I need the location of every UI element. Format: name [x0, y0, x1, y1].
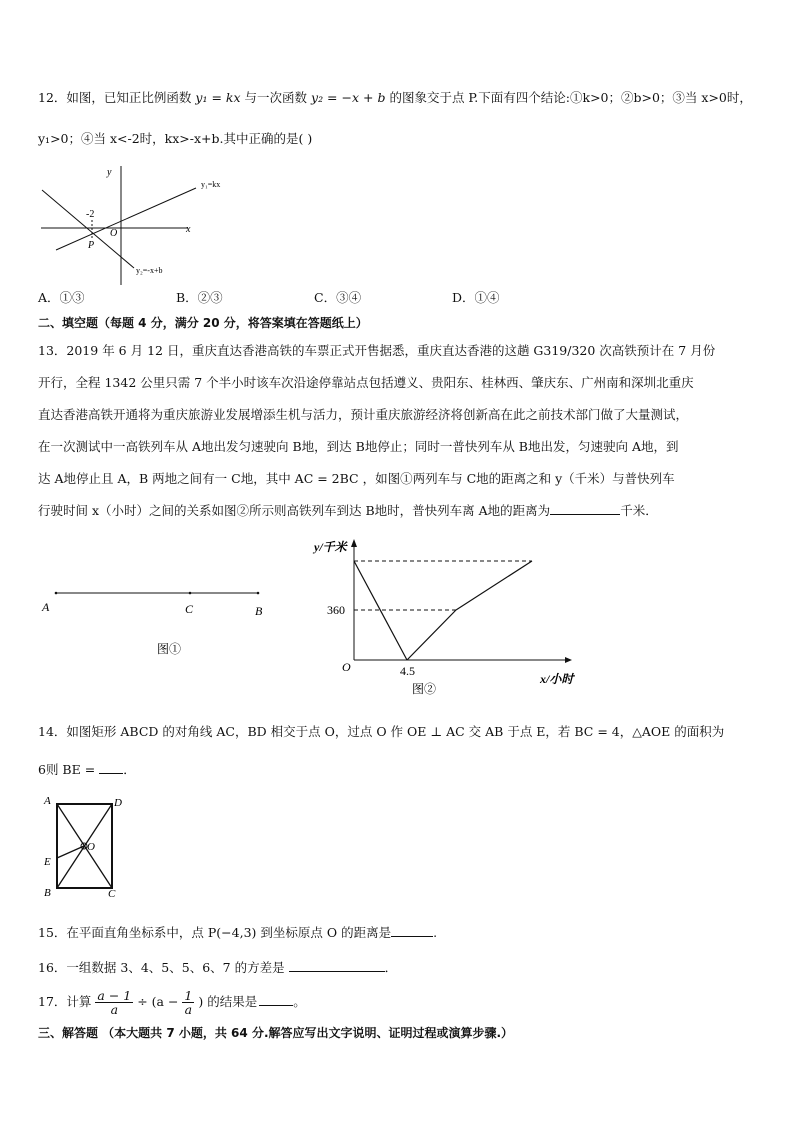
q13-line2: 开行，全程 1342 公里只需 7 个半小时该车次沿途停靠站点包括遵义、贵阳东、桂林西、肇庆东、广州南和深圳北重庆: [38, 375, 694, 390]
q13-figure-2-chart: [300, 533, 590, 698]
chart-y-label: y/千米: [314, 540, 347, 554]
q17-answer-blank[interactable]: [259, 991, 293, 1006]
q17-fraction-1: $\frac{a - 1}{a}$: [97, 988, 132, 1017]
q12-option-c[interactable]: C．③④: [314, 290, 362, 305]
q17-fraction-2: $\frac{1}{a}$: [184, 988, 193, 1017]
q14-answer-blank[interactable]: [99, 759, 123, 774]
chart-segment-rising-1: [407, 610, 456, 660]
q12-line1: 12．如图，已知正比例函数 y₁ = kx 与一次函数 y₂ = −x + b 的图象交于点 P.下面有四个结论:①k>0；②b>0；③当 x>0时，: [38, 90, 752, 105]
q16-line: 16．一组数据 3、4、5、5、6、7 的方差是 ．: [38, 957, 397, 977]
q12-point-p: P: [88, 240, 95, 251]
chart-tick-360: 360: [327, 603, 345, 617]
q13-line5: 达 A地停止且 A，B 两地之间有一 C地，其中 AC = 2BC ，如图①两列车与 C地的距离之和 y（千米）与普快列车: [38, 471, 675, 486]
q12-y2: y₂ = −x + b: [311, 90, 386, 105]
q12-tick: -2: [86, 209, 95, 220]
q12-line2: y₁>0；④当 x<-2时，kx>-x+b.其中正确的是( ): [38, 131, 313, 146]
chart-y-arrow: [351, 539, 357, 547]
q16-answer-blank[interactable]: [289, 957, 385, 972]
q13-fig1-b: B: [255, 604, 263, 618]
section-2-heading: 二、填空题（每题 4 分，满分 20 分，将答案填在答题纸上）: [38, 316, 368, 330]
q14-line2: 6则 BE = ．: [38, 759, 136, 779]
chart-x-arrow: [565, 657, 572, 663]
q15-line: 15．在平面直角坐标系中，点 P(−4,3) 到坐标原点 O 的距离是 .: [38, 922, 437, 942]
q12-y-label: y: [107, 167, 112, 178]
q17-line: 17．计算 $\frac{a - 1}{a}$ ÷ (a − $\frac{1}{a}$ ) 的结果是 。: [38, 988, 306, 1017]
q14-line1: 14．如图矩形 ABCD 的对角线 AC，BD 相交于点 O，过点 O 作 OE ⊥ AC 交 AB 于点 E，若 BC = 4，△AOE 的面积为: [38, 724, 725, 739]
q13-line1: 13．2019 年 6 月 12 日，重庆直达香港高铁的车票正式开售据悉，重庆直达香港的这趟 G319/320 次高铁预计在 7 月份: [38, 343, 716, 358]
q12-line2-label: y₂=-x+b: [136, 266, 163, 275]
q12-option-d[interactable]: D．①④: [452, 290, 500, 305]
q15-answer-blank[interactable]: [391, 922, 433, 937]
q12-y1: y₁ = kx: [195, 90, 241, 105]
q12-origin: O: [110, 228, 118, 239]
chart-segment-rising-2: [456, 561, 532, 610]
q12-graph: [36, 160, 221, 290]
q12-x-label: x: [186, 224, 191, 235]
chart-caption: 图②: [412, 682, 437, 696]
q13-line4: 在一次测试中一高铁列车从 A地出发匀速驶向 B地，到达 B地停止；同时一普快列车从 B地出发，匀速驶向 A地，到: [38, 439, 679, 454]
q12-option-b[interactable]: B．②③: [176, 290, 223, 305]
q13-figure-1: [36, 570, 276, 660]
q13-fig1-caption: 图①: [157, 642, 182, 656]
q12-option-a[interactable]: A．①③: [38, 290, 85, 305]
section-3-heading: 三、解答题 （本大题共 7 小题，共 64 分.解答应写出文字说明、证明过程或演算步骤.）: [38, 1026, 514, 1040]
q13-line6: 行驶时间 x（小时）之间的关系如图②所示则高铁列车到达 B地时，普快列车离 A地的距离为 千米．: [38, 500, 658, 520]
q13-line3: 直达香港高铁开通将为重庆旅游业发展增添生机与活力，预计重庆旅游经济将创新高在此之前技术部门做了大量测试，: [38, 407, 689, 422]
q14-fig-e: E: [44, 856, 51, 868]
q13-fig1-c: C: [185, 602, 194, 616]
chart-origin: O: [342, 660, 351, 674]
chart-tick-4-5: 4.5: [400, 664, 415, 678]
q12-line1-label: y₁=kx: [201, 180, 221, 189]
q14-figure-rectangle: [40, 792, 135, 900]
q13-fig1-a: A: [42, 600, 50, 614]
q14-fig-b: B: [44, 887, 51, 899]
q13-answer-blank[interactable]: [550, 500, 620, 515]
q14-fig-d: D: [114, 797, 122, 809]
q14-fig-c: C: [108, 888, 116, 900]
q14-fig-a: A: [44, 795, 51, 807]
q14-fig-o: O: [87, 841, 95, 853]
chart-x-label: x/小时: [540, 672, 574, 686]
